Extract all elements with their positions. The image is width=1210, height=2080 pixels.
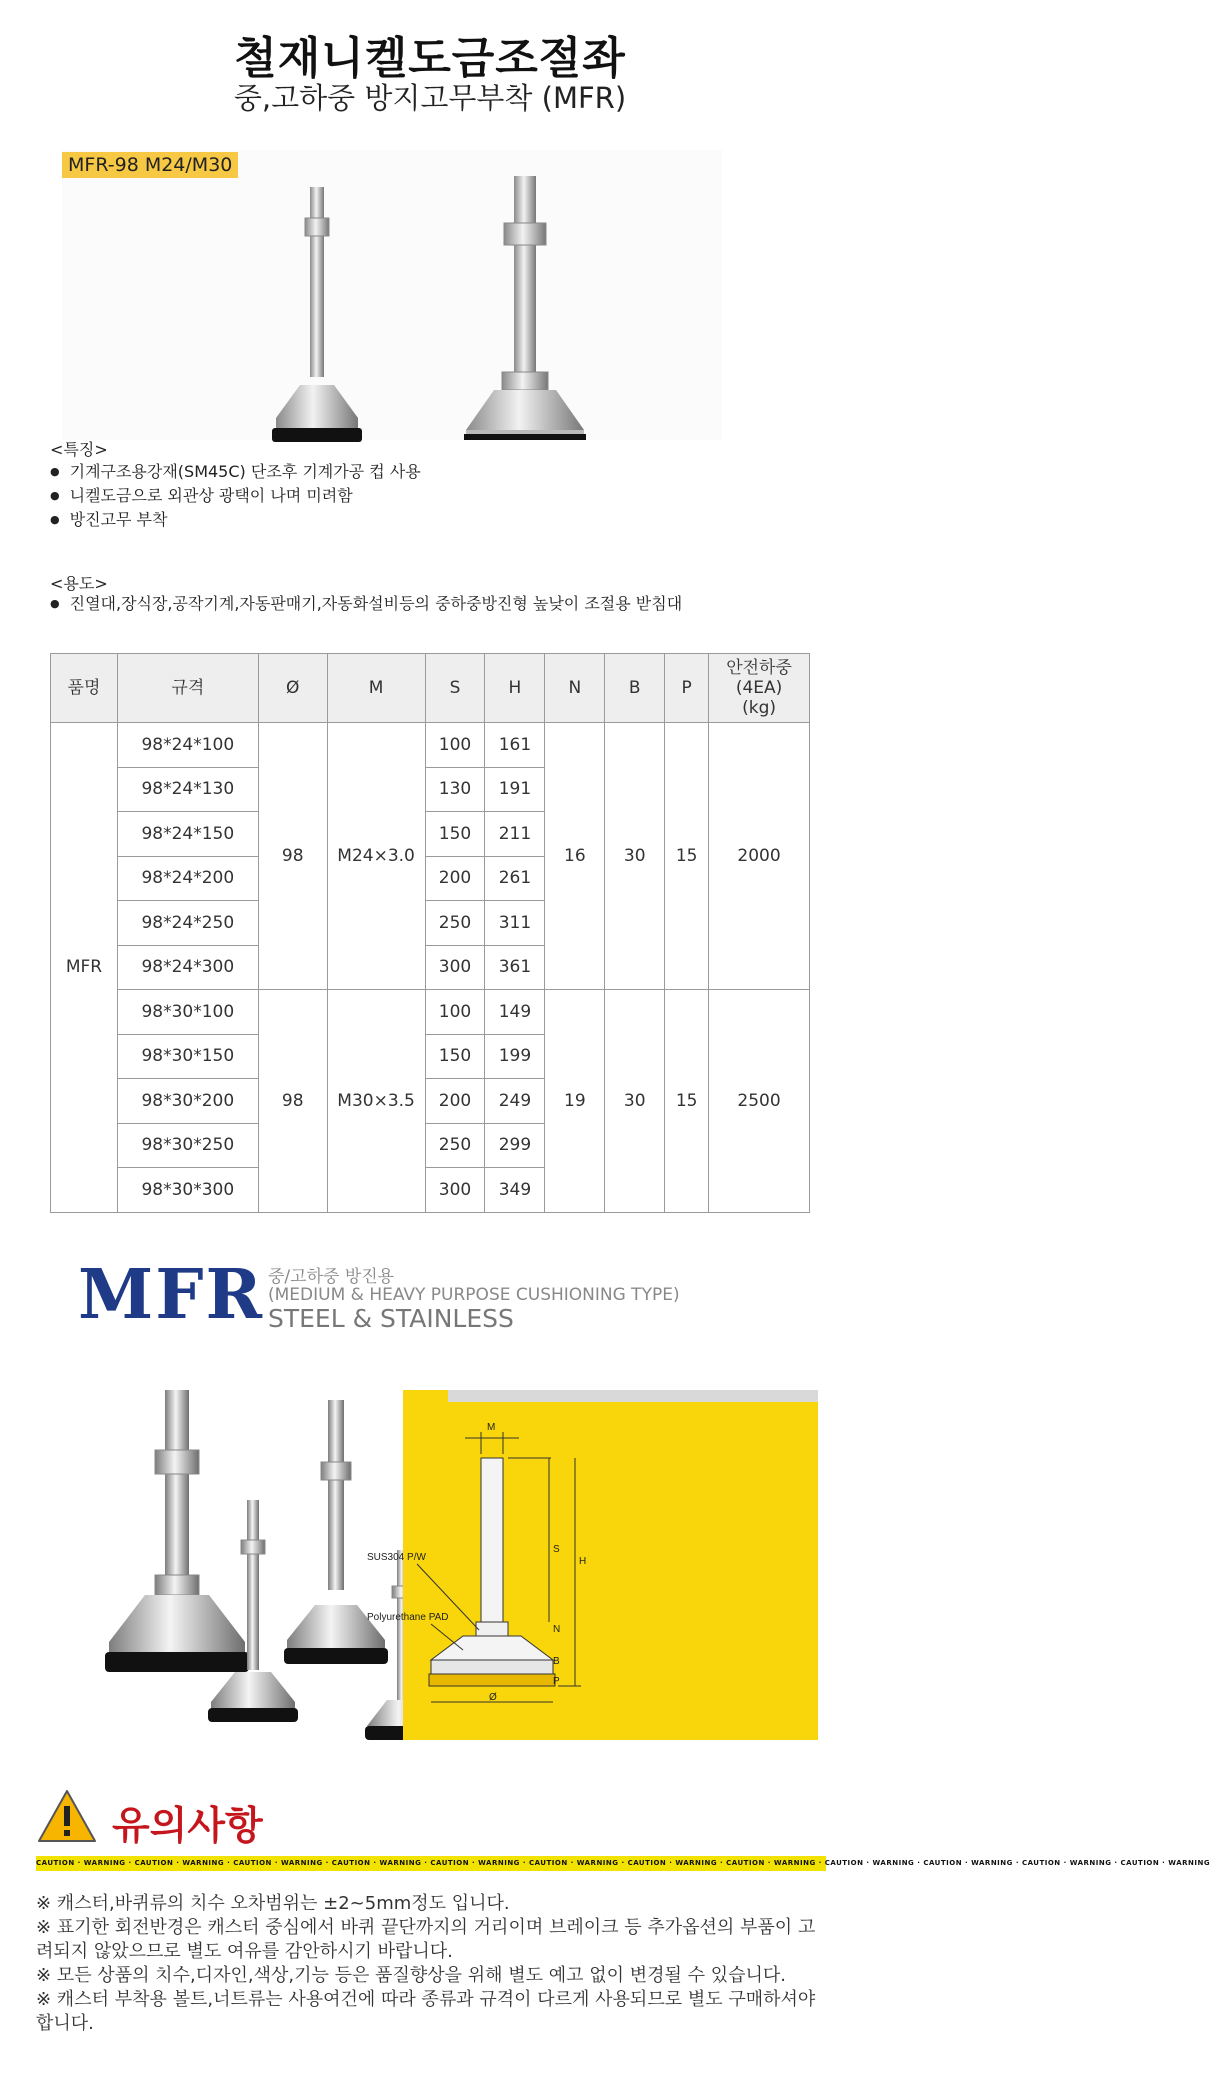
usage-list xyxy=(50,593,682,617)
cell-h: 249 xyxy=(485,1079,545,1124)
feature-item: ● 기계구조용강재(SM45C) 단조후 기계가공 컵 사용 xyxy=(50,461,421,485)
cell-p: 15 xyxy=(665,723,709,990)
cell-spec: 98*30*200 xyxy=(117,1079,258,1124)
features-heading: <특징> xyxy=(50,440,108,459)
strip-word: CAUTION xyxy=(36,1859,75,1867)
cell-b: 30 xyxy=(605,723,665,990)
table-row xyxy=(51,990,810,1035)
cell-s: 300 xyxy=(425,1168,485,1213)
dimension-diagram xyxy=(367,1402,818,1740)
diagram-label-sus: SUS304 P/W xyxy=(367,1552,426,1563)
feature-item: ● 니켈도금으로 외관상 광택이 나며 미려함 xyxy=(50,485,421,509)
cell-h: 261 xyxy=(485,856,545,901)
diagram-label-n: N xyxy=(553,1624,561,1635)
cell-load: 2500 xyxy=(709,990,810,1213)
cell-s: 200 xyxy=(425,1079,485,1124)
cell-s: 150 xyxy=(425,1034,485,1079)
spec-table xyxy=(50,653,810,1213)
cell-s: 250 xyxy=(425,901,485,946)
cell-h: 361 xyxy=(485,945,545,990)
leveler-large-image xyxy=(464,176,586,440)
cell-h: 149 xyxy=(485,990,545,1035)
caution-note: ※ 캐스터 부착용 볼트,너트류는 사용여건에 따라 종류과 규격이 다르게 사용되므로 별도 구매하셔야 합니다. xyxy=(36,1989,816,2034)
table-row xyxy=(51,723,810,768)
col-header-p: P xyxy=(665,654,709,723)
col-header-spec: 규격 xyxy=(117,654,258,723)
diagram-label-s: S xyxy=(553,1544,560,1555)
diagram-label-diameter: Ø xyxy=(489,1692,497,1703)
cell-h: 299 xyxy=(485,1123,545,1168)
brand-material: STEEL & STAINLESS xyxy=(268,1304,514,1333)
cell-spec: 98*24*250 xyxy=(117,901,258,946)
caution-note: ※ 캐스터,바퀴류의 치수 오차범위는 ±2~5mm정도 입니다. xyxy=(36,1893,510,1914)
cell-spec: 98*30*300 xyxy=(117,1168,258,1213)
caution-note: ※ 모든 상품의 치수,디자인,색상,기능 등은 품질향상을 위해 별도 예고 없이 변경될 수 있습니다. xyxy=(36,1965,786,1986)
cell-n: 19 xyxy=(545,990,605,1213)
cell-spec: 98*24*150 xyxy=(117,812,258,857)
diagram-label-p: P xyxy=(553,1676,560,1687)
cell-n: 16 xyxy=(545,723,605,990)
features-list xyxy=(50,461,421,533)
col-header-s: S xyxy=(425,654,485,723)
cell-s: 300 xyxy=(425,945,485,990)
cell-s: 100 xyxy=(425,990,485,1035)
cell-s: 100 xyxy=(425,723,485,768)
table-header-row xyxy=(51,654,810,723)
leveler-small-image xyxy=(272,187,362,442)
col-header-b: B xyxy=(605,654,665,723)
cell-s: 200 xyxy=(425,856,485,901)
caution-title: 유의사항 xyxy=(112,1804,263,1849)
levelers-group-image xyxy=(95,1380,455,1750)
cell-h: 191 xyxy=(485,767,545,812)
col-header-thread: M xyxy=(327,654,425,723)
cell-diameter: 98 xyxy=(258,723,327,990)
cell-spec: 98*24*200 xyxy=(117,856,258,901)
cell-p: 15 xyxy=(665,990,709,1213)
cell-h: 349 xyxy=(485,1168,545,1213)
cell-h: 311 xyxy=(485,901,545,946)
col-header-load: 안전하중 (4EA) (kg) xyxy=(709,654,810,723)
cell-spec: 98*24*100 xyxy=(117,723,258,768)
product-photo xyxy=(62,150,722,440)
diagram-label-pad: Polyurethane PAD xyxy=(367,1612,449,1623)
brand-purpose-english: (MEDIUM & HEAVY PURPOSE CUSHIONING TYPE) xyxy=(268,1285,680,1305)
cell-s: 150 xyxy=(425,812,485,857)
diagram-label-m: M xyxy=(487,1422,496,1433)
page-subtitle: 중,고하중 방지고무부착 (MFR) xyxy=(233,81,627,115)
cell-s: 250 xyxy=(425,1123,485,1168)
cell-product-name: MFR xyxy=(51,723,118,1213)
dimension-panel-band xyxy=(448,1390,818,1402)
diagram-label-b: B xyxy=(553,1656,560,1667)
cell-spec: 98*30*100 xyxy=(117,990,258,1035)
cell-b: 30 xyxy=(605,990,665,1213)
cell-spec: 98*24*130 xyxy=(117,767,258,812)
col-header-h: H xyxy=(485,654,545,723)
col-header-n: N xyxy=(545,654,605,723)
cell-s: 130 xyxy=(425,767,485,812)
mfr-logo: MFR xyxy=(78,1255,265,1335)
cell-spec: 98*30*150 xyxy=(117,1034,258,1079)
caution-notes xyxy=(36,1892,826,2036)
usage-item: ● 진열대,장식장,공작기계,자동판매기,자동화설비등의 중하중방진형 높낮이 조절용 받침대 xyxy=(50,593,682,617)
cell-h: 161 xyxy=(485,723,545,768)
col-header-name: 품명 xyxy=(51,654,118,723)
cell-h: 199 xyxy=(485,1034,545,1079)
diagram-label-h: H xyxy=(579,1556,587,1567)
warning-icon xyxy=(36,1788,98,1848)
page-title: 철재니켈도금조절좌 xyxy=(234,33,626,84)
col-header-diameter: Ø xyxy=(258,654,327,723)
caution-note: ※ 표기한 회전반경은 캐스터 중심에서 바퀴 끝단까지의 거리이며 브레이크 등 추가옵션의 부품이 고려되지 않았으므로 별도 여유를 감안하시기 바랍니다. xyxy=(36,1917,816,1962)
feature-item: ● 방진고무 부착 xyxy=(50,509,421,533)
product-model-tag: MFR-98 M24/M30 xyxy=(62,152,238,178)
brand-purpose-korean: 중/고하중 방진용 xyxy=(268,1267,395,1287)
cell-spec: 98*30*250 xyxy=(117,1123,258,1168)
cell-thread: M30×3.5 xyxy=(327,990,425,1213)
caution-warning-strip: CAUTION · WARNING · CAUTION · WARNING · CAUTION · WARNING · CAUTION · WARNING · CAUTION · WARNING · CAUTION · WARNING · CAUTION · WARNING · CAUTION · WARNING · CAUTION · WARNING · CAUTION · WARNING · CAUTION · WARNING · CAUTION · WARNING xyxy=(36,1856,826,1871)
cell-load: 2000 xyxy=(709,723,810,990)
cell-spec: 98*24*300 xyxy=(117,945,258,990)
usage-heading: <용도> xyxy=(50,574,108,593)
cell-h: 211 xyxy=(485,812,545,857)
cell-thread: M24×3.0 xyxy=(327,723,425,990)
cell-diameter: 98 xyxy=(258,990,327,1213)
